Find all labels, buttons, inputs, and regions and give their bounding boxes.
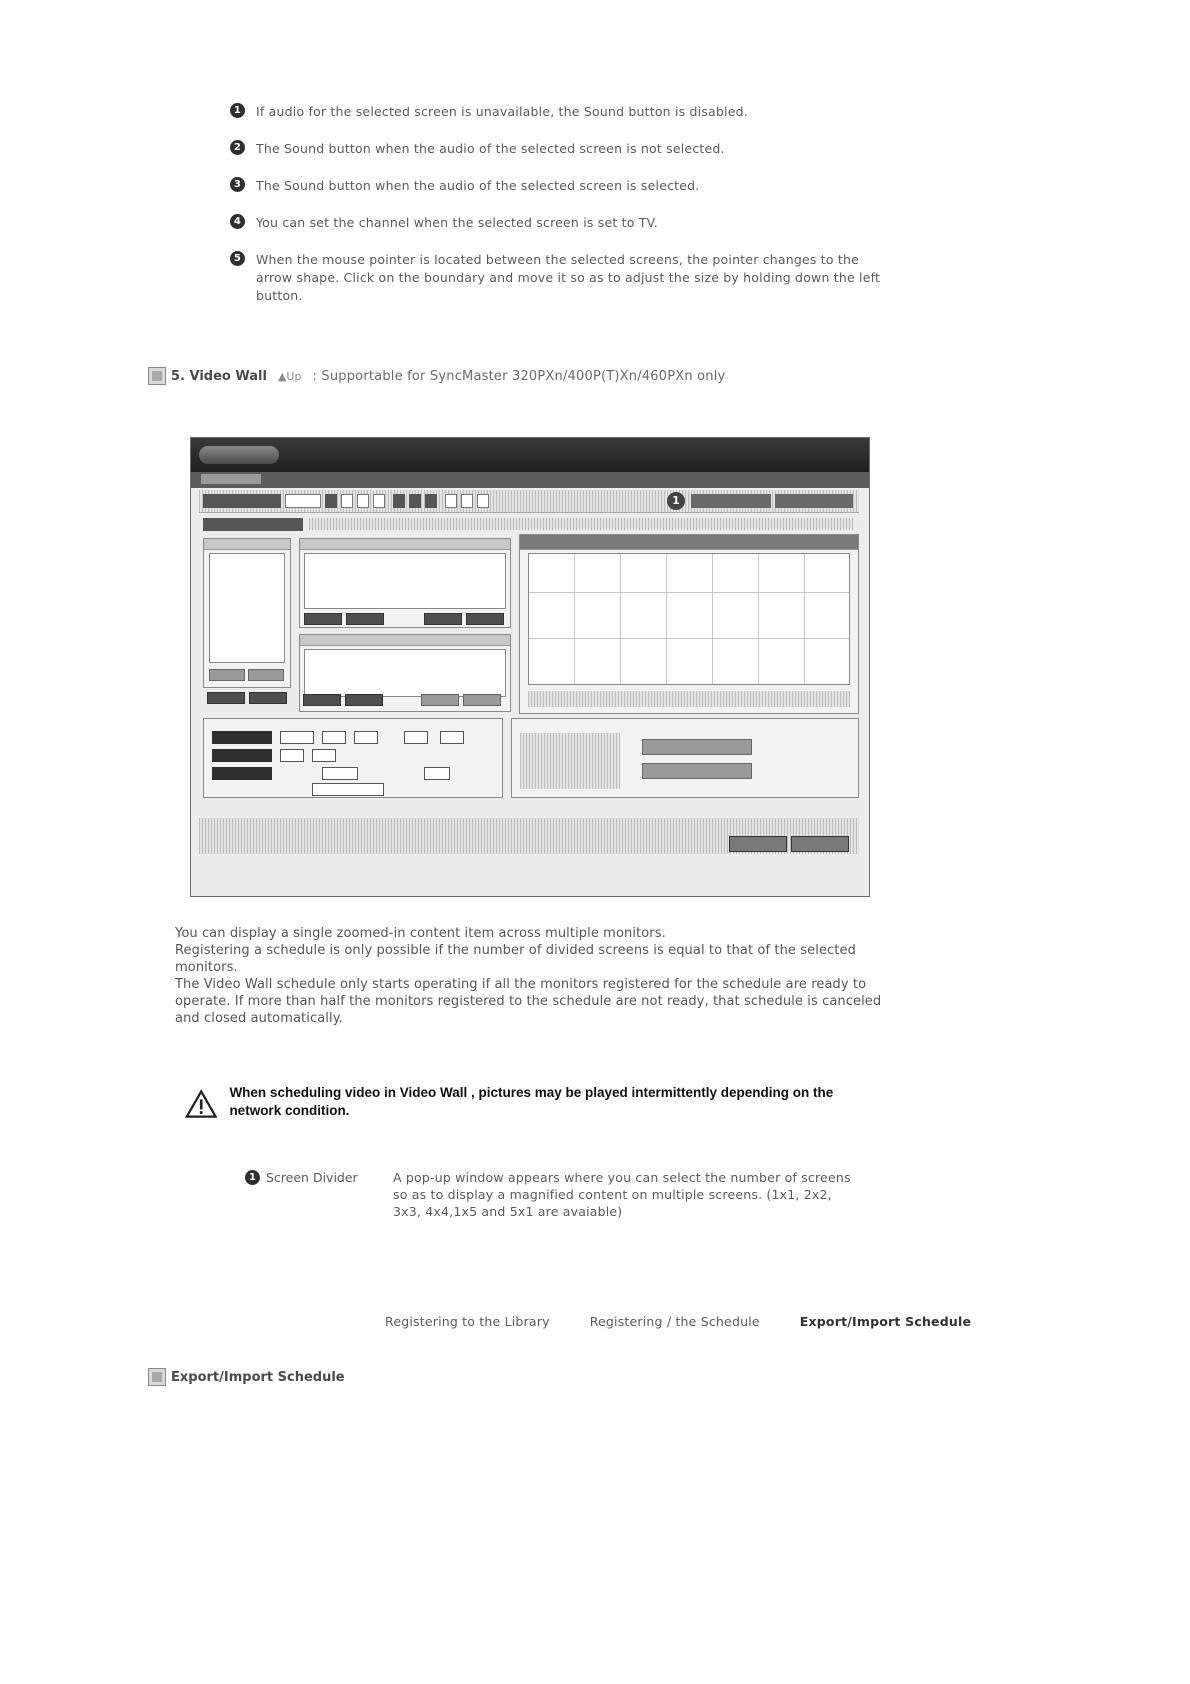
screen-divider-term [245, 1169, 358, 1186]
screen-divider-marker-icon: 1 [667, 492, 685, 510]
paragraph-line: You can display a single zoomed-in content item across multiple monitors. [175, 926, 666, 941]
nav-link-library[interactable]: Registering to the Library [385, 1314, 550, 1329]
schedule-panel [203, 718, 503, 798]
number-badge-icon: 3 [230, 177, 245, 192]
support-note: : Supportable for SyncMaster 320PXn/400P(T)Xn/460PXn only [312, 368, 726, 384]
project-name-bar [199, 516, 859, 532]
section-icon [148, 1368, 166, 1386]
app-titlebar [191, 438, 869, 472]
bullet-text: You can set the channel when the selected screen is set to TV. [256, 215, 658, 230]
option-panel [511, 718, 859, 798]
term-description: A pop-up window appears where you can select the number of screens so as to display a magnified content on multiple screens. (1x1, 2x2, 3x3, 4x4,1x5 and 5x1 are avaiable) [393, 1170, 851, 1219]
term-label: Screen Divider [266, 1170, 358, 1185]
selected-file-panel [299, 538, 511, 628]
bullet-text: The Sound button when the audio of the selected screen is not selected. [256, 141, 725, 156]
monitor-list-panel [203, 538, 291, 688]
bullet-item [230, 140, 890, 158]
bullet-item [230, 214, 890, 232]
page-navigation [385, 1314, 971, 1329]
bullet-text: If audio for the selected screen is unavailable, the Sound button is disabled. [256, 104, 748, 119]
video-wall-description [175, 925, 883, 1027]
nav-link-export-import[interactable]: Export/Import Schedule [799, 1314, 972, 1329]
app-tabbar [191, 472, 869, 488]
nav-link-schedule[interactable]: Registering / the Schedule [589, 1314, 760, 1329]
number-badge-icon: 1 [245, 1170, 260, 1185]
warning-text: When scheduling video in Video Wall , pictures may be played intermittently depending on the network condition. [229, 1085, 834, 1118]
section-heading-video-wall [148, 367, 725, 385]
paragraph-line: Registering a schedule is only possible if the number of divided screens is equal to that of the selected monitors. [175, 943, 856, 975]
section-title: 5. Video Wall [171, 368, 267, 384]
number-badge-icon: 2 [230, 140, 245, 155]
section-title: Export/Import Schedule [171, 1369, 345, 1385]
format-toolbar [199, 490, 859, 513]
bullet-text: When the mouse pointer is located between the selected screens, the pointer changes to the arrow shape. Click on the boundary and move it so as to adjust the size by holding down the left button. [256, 252, 881, 303]
warning-icon [185, 1088, 217, 1120]
app-logo-icon [199, 446, 279, 464]
section-icon [148, 367, 166, 385]
bullet-list [230, 103, 890, 324]
paragraph-line: The Video Wall schedule only starts operating if all the monitors registered for the schedule are ready to operate. If more than half the monitors registered to the schedule are not ready, that schedule is canceled and closed automatically. [175, 977, 882, 1026]
number-badge-icon: 1 [230, 103, 245, 118]
bullet-item [230, 251, 890, 305]
bullet-text: The Sound button when the audio of the selected screen is selected. [256, 178, 700, 193]
bullet-item [230, 103, 890, 121]
number-badge-icon: 4 [230, 214, 245, 229]
number-badge-icon: 5 [230, 251, 245, 266]
video-wall-screenshot [190, 437, 870, 897]
screen-grid-panel [519, 534, 859, 714]
up-link[interactable]: ▲Up [277, 369, 302, 383]
bullet-item [230, 177, 890, 195]
section-heading-export-import [148, 1368, 345, 1386]
warning-note [185, 1084, 885, 1120]
